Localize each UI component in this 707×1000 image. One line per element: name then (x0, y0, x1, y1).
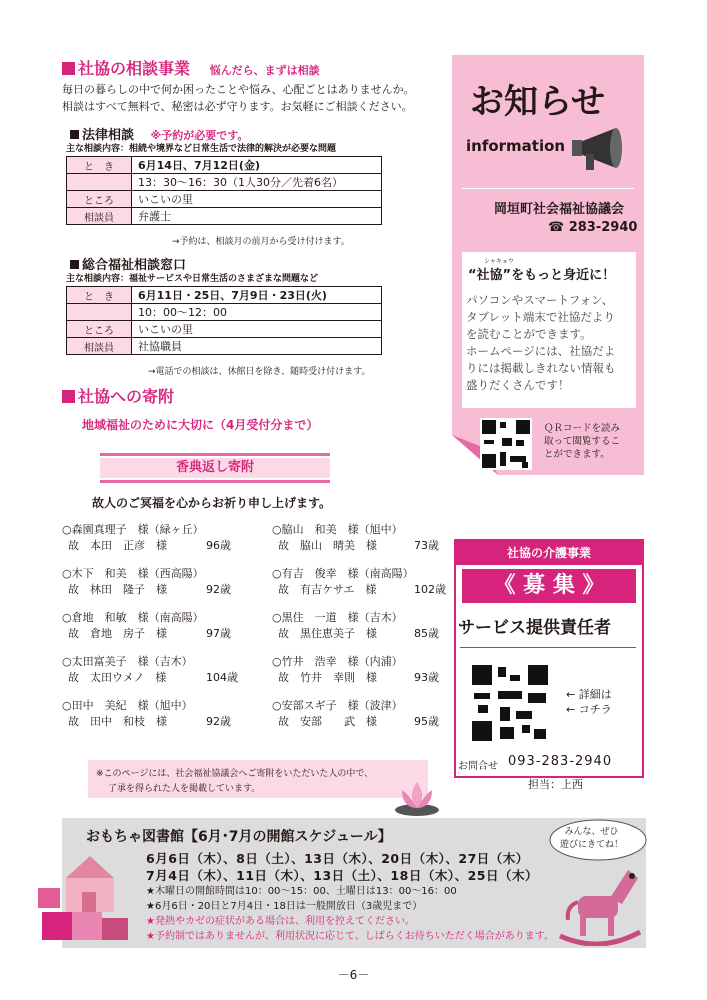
contact-person: 担当：上西 (528, 778, 583, 791)
notice-qr-text: ＱＲコードを読み 取って閲覧するこ とができます。 (544, 423, 621, 460)
megaphone-icon (572, 126, 634, 172)
donor-entry: ○脇山 和美 様（旭中） 故 脇山 晴美 様 73歳 (272, 523, 439, 552)
donor-entry: ○森園真理子 様（緑ヶ丘） 故 本田 正彦 様 96歳 (62, 523, 231, 552)
legal-content: 主な相談内容：相続や境界など日常生活で法律的解決が必要な問題 (66, 144, 337, 154)
recruit-banner: 《 募 集 》 (462, 569, 636, 603)
donor-entry: ○安部スギ子 様（波津） 故 安部 武 様 95歳 (272, 699, 439, 728)
banner-rule-top (100, 453, 330, 456)
consult-intro: 毎日の暮らしの中で何か困ったことや悩み、心配ごとはありませんか。 相談はすべて無料で、秘密は必ず守ります。お気軽にご相談ください。 (62, 83, 415, 113)
condolence-text: 故人のご冥福を心からお祈り申し上げます。 (92, 496, 332, 510)
recruit-position: サービス提供責任者 (458, 618, 611, 638)
donor-col-left (62, 522, 252, 742)
legal-title: 法律相談 ※予約が必要です。 (70, 124, 248, 143)
notice-qr-code[interactable] (480, 418, 532, 470)
general-title: 総合福祉相談窓口 (70, 254, 186, 273)
ruby-text: シャキョウ (484, 258, 514, 265)
contact-phone: 093-283-2940 (508, 754, 613, 769)
recruit-box (454, 539, 644, 778)
legal-table: と き 6月14日、7月12日(金) 13：30〜16：30（1人30分／先着6名） ところ いこいの里 相談員 弁護士 (66, 156, 382, 225)
general-table: と き 6月11日・25日、7月9日・23日(火) 10：00〜12：00 ところ いこいの里 相談員 社協職員 (66, 286, 382, 355)
toy-title: おもちゃ図書館【6月･7月の開館スケジュール】 (86, 829, 392, 845)
recruit-qr-code[interactable] (470, 663, 550, 743)
banner-rule-bottom (100, 480, 330, 483)
recruit-divider (460, 647, 636, 648)
donation-subtitle: 地域福祉のために大切に（4月受付分まで） (82, 418, 319, 432)
donor-entry: ○木下 和美 様（西高陽） 故 林田 隆子 様 92歳 (62, 567, 231, 596)
contact-label: お問合せ (458, 761, 498, 772)
toy-blocks-icon (36, 848, 140, 948)
donation-note-box: ※このページには、社会福祉協議会へご寄附をいただいた人の中で、 了承を得られた人を掲載しています。 (88, 760, 428, 798)
donor-entry: ○倉地 和敏 様（南高陽） 故 倉地 房子 様 97歳 (62, 611, 231, 640)
donor-entry: ○黒住 一道 様（吉木） 故 黒住恵美子 様 85歳 (272, 611, 439, 640)
toy-june-dates: 6月6日（木）、8日（土）、13日（木）、20日（木）、27日（木） (146, 851, 529, 866)
donor-entry: ○竹井 浩幸 様（内浦） 故 竹井 幸則 様 93歳 (272, 655, 439, 684)
notice-title: お知らせ (470, 82, 605, 122)
recruit-header: 社協の介護事業 (456, 541, 642, 565)
donation-title: 社協への寄附 (62, 384, 174, 407)
bubble-text: みんな、ぜひ 遊びにきてね！ (560, 827, 624, 850)
donor-entry: ○太田富美子 様（吉木） 故 太田ウメノ 様 104歳 (62, 655, 238, 684)
toy-notes: ★木曜日の開館時間は10：00〜15：00、土曜日は13：00〜16：00 ★6月6日・20日と7月4日・18日は一般開放日（3歳児まで） ★発熱やカゼの症状がある場合は、利用を控えてください。 ★予約制ではありませんが、利用状況に応じて、しばらくお待ちいただく場合があります。 (146, 886, 554, 942)
recruit-arrow-text: ← 詳細は ← コチラ (566, 688, 612, 716)
page-number: －6－ (337, 968, 370, 982)
donor-entry: ○田中 美紀 様（旭中） 故 田中 和枝 様 92歳 (62, 699, 231, 728)
notice-body: パソコンやスマートフォン、 タブレット端末で社協だより を読むことができます。 ホームページには、社協だよ りには掲載しきれない情報も 盛りだくさんです！ (466, 293, 616, 392)
org-phone: ☎ 283-2940 (548, 220, 638, 235)
donor-col-right (272, 522, 462, 742)
koden-banner: 香典返し寄附 (100, 458, 330, 478)
toy-july-dates: 7月4日（木）、11日（木）、13日（土）、18日（木）、25日（木） (146, 868, 538, 883)
donor-entry: ○有吉 俊幸 様（南高陽） 故 有吉ケサエ 様 102歳 (272, 567, 446, 596)
rocking-horse-icon (556, 862, 644, 946)
notice-subtitle: information (466, 137, 566, 155)
consult-title: 社協の相談事業 悩んだら、まずは相談 (62, 56, 320, 79)
notice-heading: “社協”をもっと身近に！ (468, 268, 616, 283)
lotus-icon (392, 774, 442, 818)
org-name: 岡垣町社会福祉協議会 (494, 202, 625, 217)
notice-card (462, 252, 636, 408)
general-footnote: →電話での相談は、休館日を除き、随時受け付けます。 (148, 367, 371, 377)
legal-footnote: →予約は、相談月の前月から受け付けます。 (172, 237, 350, 247)
notice-divider (462, 188, 634, 189)
general-content: 主な相談内容：福祉サービスや日常生活のさまざまな問題など (66, 274, 319, 284)
